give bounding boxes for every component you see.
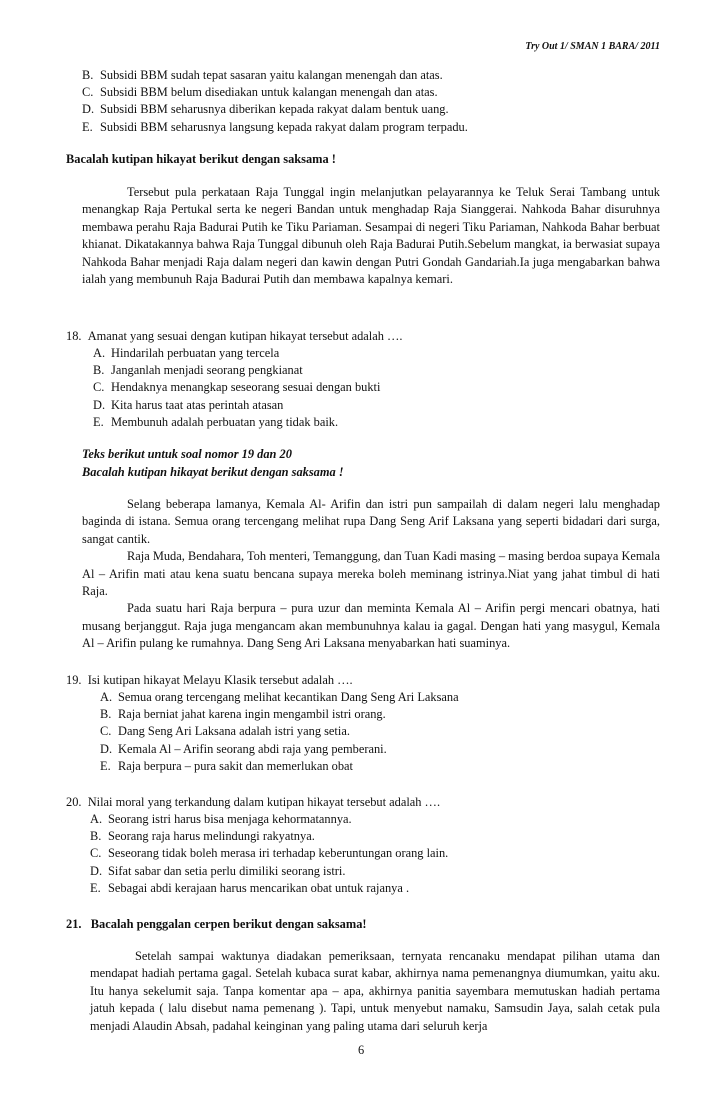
question-19-options xyxy=(100,689,459,775)
previous-question-options xyxy=(82,67,468,136)
page-header: Try Out 1/ SMAN 1 BARA/ 2011 xyxy=(525,41,660,52)
page-number: 6 xyxy=(358,1043,365,1057)
q18-option-c: C. Hendaknya menangkap seseorang sesuai dengan bukti xyxy=(93,380,381,395)
option-b: B. Subsidi BBM sudah tepat sasaran yaitu kalangan menengah dan atas. xyxy=(82,68,443,82)
q19-option-e: E. Raja berpura – pura sakit dan memerlukan obat xyxy=(100,758,353,773)
q19-option-b: B. Raja berniat jahat karena ingin mengambil istri orang. xyxy=(100,707,386,722)
q18-option-b: B. Janganlah menjadi seorang pengkianat xyxy=(93,363,303,378)
q20-option-c: C. Seseorang tidak boleh merasa iri terhadap keberuntungan orang lain. xyxy=(90,846,449,861)
question-21: 21. Bacalah penggalan cerpen berikut dengan saksama! xyxy=(66,917,367,931)
q18-option-a: A. Hindarilah perbuatan yang tercela xyxy=(93,346,280,360)
q19-option-c: C. Dang Seng Ari Laksana adalah istri yang setia. xyxy=(100,724,350,739)
question-20: 20. Nilai moral yang terkandung dalam kutipan hikayat tersebut adalah …. xyxy=(66,795,441,809)
q20-option-b: B. Seorang raja harus melindungi rakyatnya. xyxy=(90,829,315,844)
cerpen-passage: Setelah sampai waktunya diadakan pemeriksaan, ternyata rencanaku mendapat pilihan utama dan mendapat hadiah pertama gagal. Setelah kubaca surat kabar, akhirnya nama pemenangnya diumumkan, yaitu aku. Itu hanya sekelumit saja. Tanpa komentar apa – apa, akhirnya panitia sayembara memutuskan hadiah pertama jatuh kepada ( lalu disebut nama pemenang ). Tapi, untuk menyebut namaku, Samsudin Jaya, salah cetak pula menjadi Alaudin Absah, padahal keinginan yang paling utama dari seluruh kerja xyxy=(90,949,660,1033)
question-20-options xyxy=(90,811,448,897)
q20-option-e: E. Sebagai abdi kerajaan harus mencarikan obat untuk rajanya . xyxy=(90,880,410,895)
question-18: 18. Amanat yang sesuai dengan kutipan hikayat tersebut adalah …. xyxy=(66,329,403,343)
option-c: C. Subsidi BBM belum disediakan untuk kalangan menengah dan atas. xyxy=(82,85,438,100)
q19-option-d: D. Kemala Al – Arifin seorang abdi raja yang pemberani. xyxy=(100,741,387,756)
q18-option-e: E. Membunuh adalah perbuatan yang tidak baik. xyxy=(93,414,339,429)
hikayat-passage-1: Tersebut pula perkataan Raja Tunggal ingin melanjutkan pelayarannya ke Teluk Serai Tambang untuk menangkap Raja Pertukal serta ke negeri Bandan untuk menghadap Raja Sianggerai. Nahkoda Bahar disuruhnya membawa perahu Raja Badurai Putih ke Tiku Pariaman. Sesampai di negeri Tiku Pariaman, Nahkoda Bahar berbuat khianat. Dikatakannya bahwa Raja Tunggal dibunuh oleh Raja Badurai Putih.Sebelum mangkat, ia berwasiat supaya Nahkoda Bahar menjadi Raja dalam negeri dan kawin dengan Putri Gondah Gandariah.Ia juga mengabarkan bahwa ialah yang membunuh Raja Badurai Putih dan membawa kapalnya kemari. xyxy=(82,185,660,287)
option-d: D. Subsidi BBM seharusnya diberikan kepada rakyat dalam bentuk uang. xyxy=(82,102,449,117)
q20-option-d: D. Sifat sabar dan setia perlu dimiliki seorang istri. xyxy=(90,863,346,878)
option-e: E. Subsidi BBM seharusnya langsung kepada rakyat dalam program terpadu. xyxy=(82,119,468,134)
q18-option-d: D. Kita harus taat atas perintah atasan xyxy=(93,397,284,412)
instruction-hikayat-2: Teks berikut untuk soal nomor 19 dan 20 Bacalah kutipan hikayat berikut dengan saksama ! xyxy=(82,447,344,479)
q20-option-a: A. Seorang istri harus bisa menjaga kehormatannya. xyxy=(90,812,352,826)
q19-option-a: A. Semua orang tercengang melihat kecantikan Dang Seng Ari Laksana xyxy=(100,690,459,704)
question-19: 19. Isi kutipan hikayat Melayu Klasik tersebut adalah …. xyxy=(66,673,353,687)
hikayat-passage-2: Selang beberapa lamanya, Kemala Al- Arifin dan istri pun sampailah di dalam negeri lalu menghadap baginda di istana. Semua orang tercengang melihat rupa Dang Seng Arif Laksana yang seperti bidadari dari surga, sangat cantik. Raja Muda, Bendahara, Toh menteri, Temanggung, dan Tuan Kadi masing – masing berdoa supaya Kemala Al – Arifin mati atau kena suatu bencana supaya mereka boleh meminang istrinya.Niat yang jahat timbul di hati Raja. Pada suatu hari Raja berpura – pura uzur dan meminta Kemala Al – Arifin pergi mencari obatnya, hati musang berjanggut. Raja juga mengancam akan membunuhnya kalau ia gagal. Dengan hati yang masygul, Kemala Al – Arifin pulang ke rumahnya. Dang Seng Ari Laksana menyabarkan hati suaminya. xyxy=(82,497,660,651)
instruction-hikayat-1: Bacalah kutipan hikayat berikut dengan saksama ! xyxy=(66,152,336,166)
question-18-options xyxy=(93,345,380,431)
